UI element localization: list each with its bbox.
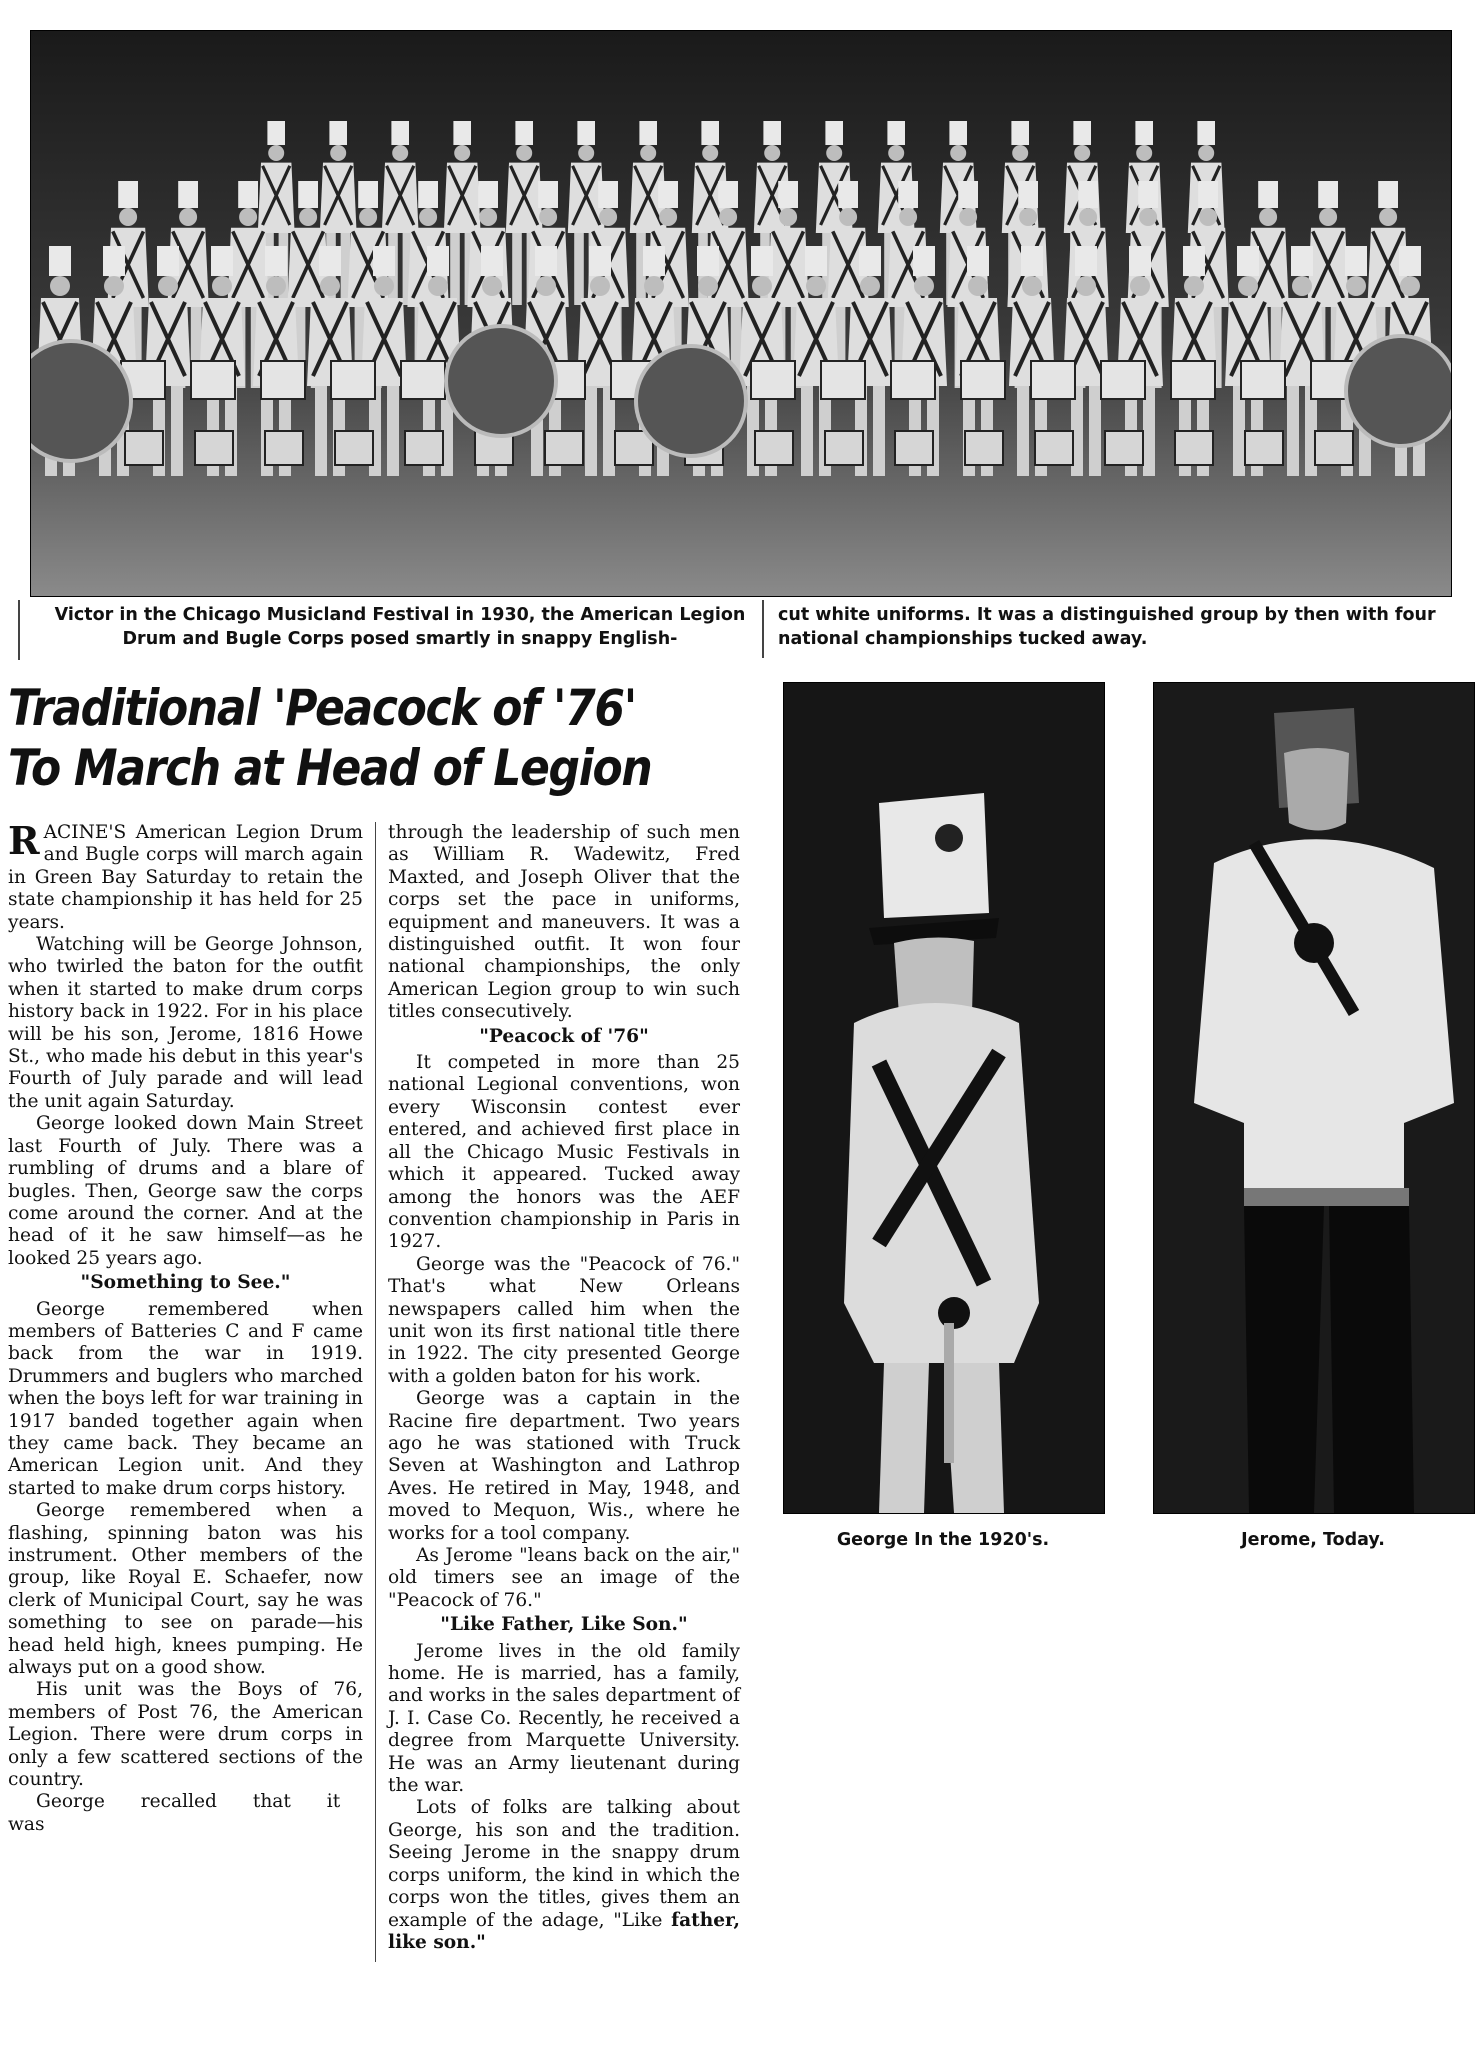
article-paragraph: George remembered when members of Batteries C and F came back from the war in 1919. Drummers and buglers who marched when the boys left for war training in 1917 banded together again when they came back. They became an American Legion unit. And they started to make drum corps history. [8,1298,363,1499]
drop-cap: R [8,818,40,863]
subheading: "Peacock of '76" [479,1025,649,1047]
headline-line-2: To March at Head of Legion [8,739,652,797]
article-paragraph: George was the "Peacock of 76." That's what New Orleans newspapers called him when the unit won its first national title there in 1922. The city presented George with a golden baton for his work. [388,1253,740,1387]
article-paragraph: Lots of folks are talking about George, his son and the tradition. Seeing Jerome in the snappy drum corps uniform, the kind in which the corps won the titles, gives them an example of the adage, "Like father, like son." [388,1797,740,1953]
article-paragraph: George was a captain in the Racine fire department. Two years ago he was stationed with Truck Seven at Washington and Lathrop Aves. He retired in May, 1948, and moved to Mequon, Wis., where he works for a tool company. [388,1388,740,1544]
article-paragraph: His unit was the Boys of 76, members of Post 76, the American Legion. There were drum corps in only a few scattered sections of the country. [8,1679,363,1791]
subheading: "Something to See." [80,1272,291,1294]
article-paragraph: Jerome lives in the old family home. He is married, has a family, and works in the sales department of J. I. Case Co. Recently, he received a degree from Marquette University. He was an Army lieutenant during the war. [388,1640,740,1797]
article-paragraph: George remembered when a flashing, spinning baton was his instrument. Other members of the group, like Royal E. Schaefer, now clerk of Municipal Court, say he was something to see on parade—his head held high, knees pumping. He always put on a good show. [8,1500,363,1679]
george-photo-caption: George In the 1920's. [836,1530,1050,1550]
article-paragraph: through the leadership of such men as William R. Wadewitz, Fred Maxted, and Joseph Oliver that the corps set the pace in uniforms, equipment and maneuvers. It was a distinguished outfit. It won four national championships, the only American Legion group to win such titles consecutively. [388,822,740,1023]
jerome-photo-caption: Jerome, Today. [1241,1530,1385,1550]
drum-corps-group-photo [30,30,1452,597]
subheading: "Like Father, Like Son." [440,1614,688,1636]
headline [8,678,677,798]
article-paragraph: As Jerome "leans back on the air," old timers see an image of the "Peacock of 76." [388,1545,740,1611]
article-paragraph: It competed in more than 25 national Legional conventions, won every Wisconsin contest ever entered, and achieved first place in all the Chicago Music Festivals in which it appeared. Tucked away among the honors was the AEF convention championship in Paris in 1927. [388,1052,740,1253]
george-portrait-photo [783,682,1105,1514]
headline-line-1: Traditional 'Peacock of '76' [8,679,636,737]
article-column-1 [8,818,363,1836]
jerome-portrait-photo [1153,682,1475,1514]
column-rule [18,600,20,660]
column-rule [762,600,764,658]
article-column-2 [388,822,740,1954]
top-photo-caption-right: cut white uniforms. It was a distinguished group by then with four national championships tucked away. [778,605,1436,649]
top-photo-caption-left: Victor in the Chicago Musicland Festival in 1930, the American Legion Drum and Bugle Corps posed smartly in snappy English- [54,605,746,649]
article-paragraph: George looked down Main Street last Fourth of July. There was a rumbling of drums and a blare of bugles. Then, George saw the corps come around the corner. And at the head of it he saw himself—as he looked 25 years ago. [8,1113,363,1269]
article-paragraph: Watching will be George Johnson, who twirled the baton for the outfit when it started to make drum corps history back in 1922. For in his place will be his son, Jerome, 1816 Howe St., who made his debut in this year's Fourth of July parade and will lead the unit again Saturday. [8,934,363,1112]
column-rule [375,822,376,1962]
article-paragraph: RACINE'S American Legion Drum and Bugle corps will march again in Green Bay Saturday to retain the state championship it has held for 25 years. [8,818,363,933]
article-paragraph: George recalled that it was [8,1791,341,1835]
